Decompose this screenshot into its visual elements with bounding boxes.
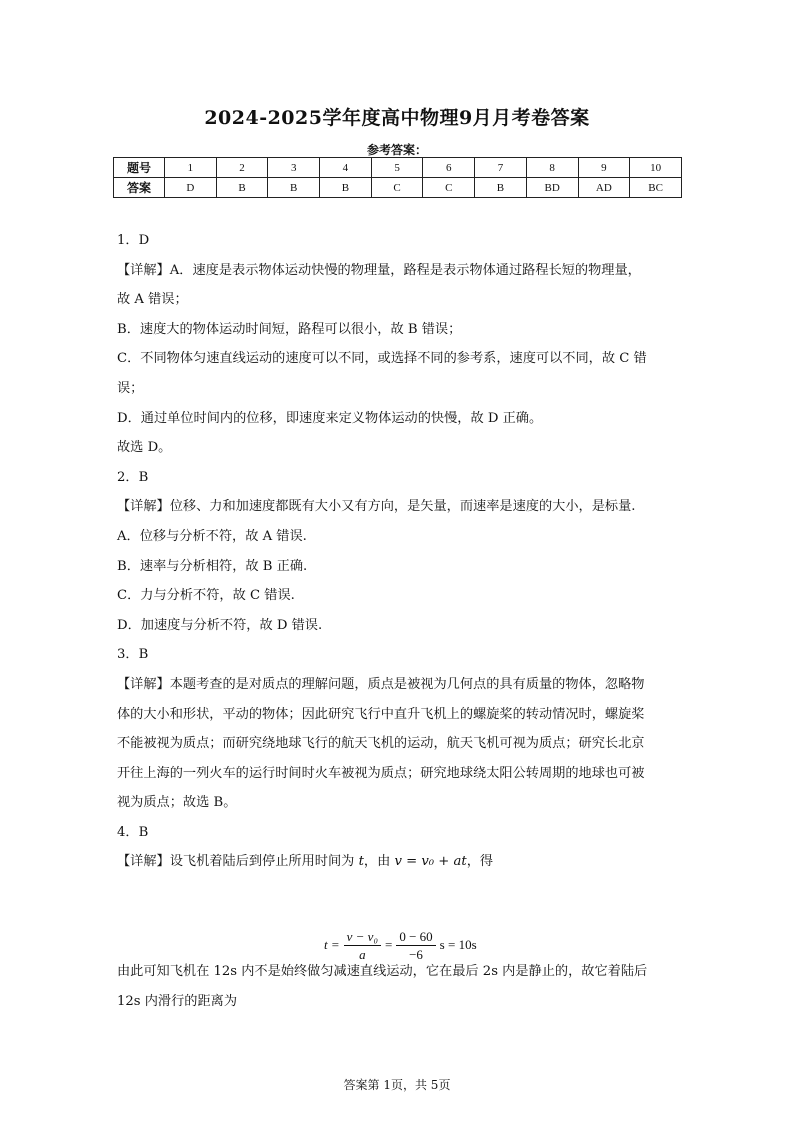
- answer-cell: AD: [578, 178, 630, 198]
- text-line: 开往上海的一列火车的运行时间时火车被视为质点；研究地球绕太阳公转周期的地球也可被: [117, 765, 645, 781]
- explanation-body: [117, 226, 685, 877]
- q4-detail-line: [117, 847, 685, 877]
- text-line: 体的大小和形状，平动的物体；因此研究飞行中直升飞机上的螺旋桨的转动情况时，螺旋桨: [117, 706, 645, 722]
- q4-detail-suffix: ，得: [466, 854, 494, 870]
- text-line: 误；: [117, 380, 144, 396]
- text-line: 【详解】本题考查的是对质点的理解问题，质点是被视为几何点的具有质量的物体，忽略物: [117, 676, 645, 692]
- text-line: 4．B: [117, 824, 149, 840]
- answer-cell: C: [371, 178, 423, 198]
- text-line: D．通过单位时间内的位移，即速度来定义物体运动的快慢，故 D 正确。: [117, 410, 543, 426]
- question-number: 6: [423, 158, 475, 178]
- explanation-continued: [117, 957, 685, 1016]
- text-line: B．速率与分析相符，故 B 正确.: [117, 558, 308, 574]
- text-line: 故选 D。: [117, 440, 172, 456]
- answer-table: [113, 157, 682, 198]
- formula-lhs: t =: [324, 937, 340, 952]
- formula-result: s = 10s: [439, 937, 477, 952]
- text-line: 【详解】位移、力和加速度都既有大小又有方向，是矢量，而速率是速度的大小，是标量.: [117, 499, 636, 515]
- text-line: 视为质点；故选 B。: [117, 795, 237, 811]
- answer-cell: BC: [630, 178, 682, 198]
- question-number: 1: [165, 158, 217, 178]
- question-number: 10: [630, 158, 682, 178]
- question-number: 3: [268, 158, 320, 178]
- text-line: 2．B: [117, 469, 149, 485]
- answer-cell: B: [268, 178, 320, 198]
- answer-row: [114, 178, 682, 198]
- answer-cell: B: [216, 178, 268, 198]
- fraction-denominator: −6: [409, 946, 423, 962]
- fraction-numerator: 0 − 60: [396, 928, 435, 946]
- question-number: 8: [526, 158, 578, 178]
- text-line: 由此可知飞机在 12s 内不是始终做匀减速直线运动，它在最后 2s 内是静止的，故它着陆后: [117, 964, 648, 979]
- question-number-row: [114, 158, 682, 178]
- text-line: C．不同物体匀速直线运动的速度可以不同，或选择不同的参考系，速度可以不同，故 C 错: [117, 351, 647, 367]
- kinematics-equation: v = v₀ + at: [394, 854, 467, 870]
- text-line: C．力与分析不符，故 C 错误.: [117, 588, 295, 604]
- text-line: D．加速度与分析不符，故 D 错误.: [117, 617, 323, 633]
- text-line: 【详解】A．速度是表示物体运动快慢的物理量，路程是表示物体通过路程长短的物理量，: [117, 262, 641, 278]
- question-number: 2: [216, 158, 268, 178]
- question-number: 5: [371, 158, 423, 178]
- text-line: 故 A 错误；: [117, 292, 188, 308]
- row-label-number: 题号: [114, 158, 165, 178]
- question-number: 4: [320, 158, 372, 178]
- answer-cell: B: [320, 178, 372, 198]
- page-title: 2024-2025学年度高中物理9月月考卷答案: [204, 107, 590, 129]
- fraction-denominator: a: [359, 946, 366, 962]
- text-line: A．位移与分析不符，故 A 错误.: [117, 528, 307, 544]
- text-line: 12s 内滑行的距离为: [117, 993, 238, 1009]
- variable-t: t: [358, 854, 364, 870]
- answer-cell: B: [475, 178, 527, 198]
- text-line: 3．B: [117, 647, 149, 663]
- reference-answers-heading: 参考答案：: [366, 143, 427, 157]
- text-line: 1．D: [117, 233, 150, 248]
- answer-cell: BD: [526, 178, 578, 198]
- q4-detail-prefix: 【详解】设飞机着陆后到停止所用时间为: [117, 854, 355, 870]
- page-footer: 答案第 1页，共 5页: [343, 1078, 451, 1092]
- q4-detail-mid: ，由: [363, 854, 391, 870]
- formula-equals: =: [384, 937, 393, 952]
- text-line: 不能被视为质点；而研究绕地球飞行的航天飞机的运动，航天飞机可视为质点；研究长北京: [117, 736, 645, 752]
- question-number: 7: [475, 158, 527, 178]
- answer-cell: C: [423, 178, 475, 198]
- row-label-answer: 答案: [114, 178, 165, 198]
- fraction-numerator: v − v₀: [344, 928, 381, 946]
- text-line: B．速度大的物体运动时间短，路程可以很小，故 B 错误；: [117, 321, 462, 337]
- question-number: 9: [578, 158, 630, 178]
- answer-cell: D: [165, 178, 217, 198]
